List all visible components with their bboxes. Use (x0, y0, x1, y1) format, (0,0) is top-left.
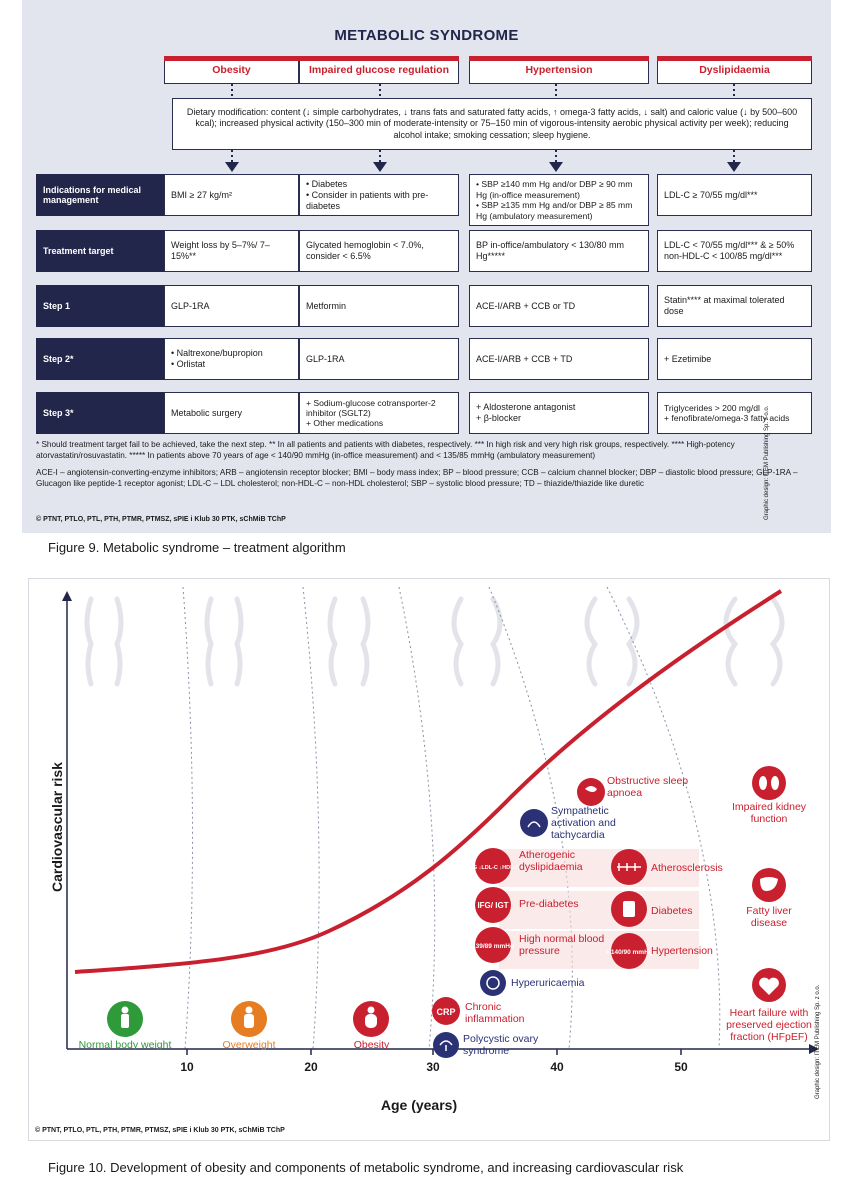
lipid-badge-text: ↑TG ↓LDL-C ↓HDL-C (466, 865, 520, 871)
figure-10-panel (28, 578, 830, 1141)
hyperuricaemia-label: Hyperuricaemia (511, 977, 585, 989)
figure-9-footnote: * Should treatment target fail to be achieved, take the next step. ** In all patients and patients with diabetes, respectively. *** In high risk and very high risk groups, respectively. **** High-potency atorvastatin/rosuvastatin. ***** In patients above 70 years of age < 140/90 mmHg (in-office measurement) and < 135/85 mmHg (ambulatory measurement) (36, 440, 735, 460)
flow-arrows (22, 84, 831, 174)
cell-step2-obesity: • Naltrexone/bupropion • Orlistat (164, 338, 299, 380)
column-header-obesity: Obesity (164, 56, 299, 84)
cell-step3-glucose: + Sodium-glucose cotransporter-2 inhibitor (SGLT2) + Other medications (299, 392, 459, 434)
cell-target-glucose: Glycated hemoglobin < 7.0%, consider < 6.5% (299, 230, 459, 272)
atherogenic-label: Atherogenic dyslipidaemia (519, 849, 583, 873)
risk-chart-graphics (29, 579, 829, 1140)
hyperuricaemia-icon (480, 970, 506, 996)
ifg-badge-text: IFG/ IGT (477, 901, 509, 910)
row-label-treatment-target: Treatment target (36, 230, 171, 272)
cell-step3-dyslipidaemia: Triglycerides > 200 mg/dl + fenofibrate/omega-3 fatty acids (657, 392, 812, 434)
pcos-label: Polycystic ovary syndrome (463, 1033, 539, 1057)
row-label-step-2: Step 2* (36, 338, 171, 380)
figure-10-copyright: © PTNT, PTLO, PTL, PTH, PTMR, PTMSZ, sPIE i Klub 30 PTK, sChMiB TChP (35, 1127, 285, 1134)
fatty-liver-label: Fatty liver disease (746, 905, 792, 929)
kidney-icon (752, 766, 786, 800)
figure-9-caption-text: Metabolic syndrome – treatment algorithm (102, 540, 346, 555)
tick-40: 40 (550, 1060, 564, 1074)
cell-indications-glucose: • Diabetes • Consider in patients with pre-diabetes (299, 174, 459, 216)
figure-10-credit: Graphic design: ITEM Publishing Sp. z o.o. (815, 984, 821, 1099)
cell-target-hypertension: BP in-office/ambulatory < 130/80 mm Hg***** (469, 230, 649, 272)
tick-30: 30 (426, 1060, 440, 1074)
figure-9-panel (22, 0, 831, 533)
column-header-hypertension: Hypertension (469, 56, 649, 84)
cell-target-dyslipidaemia: LDL-C < 70/55 mg/dl*** & ≥ 50% non-HDL-C < 100/85 mg/dl*** (657, 230, 812, 272)
y-axis-label: Cardiovascular risk (49, 762, 65, 892)
diabetes-label: Diabetes (651, 905, 693, 917)
cell-indications-dyslipidaemia: LDL-C ≥ 70/55 mg/dl*** (657, 174, 812, 216)
row-label-step-1: Step 1 (36, 285, 171, 327)
tick-10: 10 (180, 1060, 194, 1074)
diet-box: Dietary modification: content (↓ simple carbohydrates, ↓ trans fats and saturated fatty acids, ↑ omega-3 fatty acids, ↓ salt) and caloric value (↓ by 500–600 kcal); increased physical activity (150–300 min of moderate-intensity or 75–150 min of vigorous-intensity aerobic physical activity per week); reducing alcohol intake; smoking cessation; sleep hygiene. (172, 98, 812, 150)
high-normal-bp-label: High normal blood pressure (519, 933, 605, 957)
cell-target-obesity: Weight loss by 5–7%/ 7–15%** (164, 230, 299, 272)
cell-indications-obesity: BMI ≥ 27 kg/m² (164, 174, 299, 216)
chronic-inflammation-label: Chronic inflammation (465, 1001, 525, 1025)
sympathetic-icon (520, 809, 548, 837)
atherosclerosis-label: Atherosclerosis (651, 862, 723, 874)
column-header-glucose: Impaired glucose regulation (299, 56, 459, 84)
stage-overweight: Overweight (222, 1039, 276, 1051)
figure-9-abbreviations: ACE-I – angiotensin-converting-enzyme inhibitors; ARB – angiotensin receptor blocker; BMI – body mass index; BP – blood pressure; CCB – calcium channel blocker; DBP – diastolic blood pressure; GLP-1RA – Glucagon like peptide-1 receptor agonist; LDL-C – LDL cholesterol; non-HDL-C – non-HDL cholesterol; SBP – systolic blood pressure; TD – thiazide/thiazide like duretic (36, 468, 798, 488)
osa-label: Obstructive sleep apnoea (607, 775, 689, 799)
osa-icon (577, 778, 605, 806)
crp-badge-text: CRP (436, 1007, 456, 1017)
bp-badge-text: 139/89 mmHg (472, 943, 514, 950)
cell-step1-glucose: Metformin (299, 285, 459, 327)
cell-step1-obesity: GLP-1RA (164, 285, 299, 327)
figure-10-caption (48, 1160, 683, 1175)
row-label-indications: Indications for medical management (36, 174, 171, 216)
figure-9-credit: Graphic design: ITEM Publishing Sp. z o.o. (764, 405, 770, 520)
cell-step3-obesity: Metabolic surgery (164, 392, 299, 434)
row-label-step-3: Step 3* (36, 392, 171, 434)
column-header-dyslipidaemia: Dyslipidaemia (657, 56, 812, 84)
cell-step2-glucose: GLP-1RA (299, 338, 459, 380)
figure-9-caption-label: Figure 9. (48, 540, 100, 555)
figure-10-caption-text: Development of obesity and components of metabolic syndrome, and increasing cardiovascular risk (110, 1160, 684, 1175)
figure-10-caption-label: Figure 10. (48, 1160, 107, 1175)
hypertension-badge-text: > 140/90 mmHg (605, 949, 653, 956)
sympathetic-label: Sympathetic activation and tachycardia (551, 805, 616, 841)
cell-indications-hypertension: • SBP ≥140 mm Hg and/or DBP ≥ 90 mm Hg (in-office measurement) • SBP ≥135 mm Hg and/or DBP ≥ 85 mm Hg (ambulatory measurement) (469, 174, 649, 226)
cell-step2-hypertension: ACE-I/ARB + CCB + TD (469, 338, 649, 380)
figure-9-title: METABOLIC SYNDROME (334, 27, 519, 44)
body-silhouettes (87, 599, 782, 684)
tick-20: 20 (304, 1060, 318, 1074)
cell-step1-dyslipidaemia: Statin**** at maximal tolerated dose (657, 285, 812, 327)
tick-50: 50 (674, 1060, 688, 1074)
figure-9-caption (48, 540, 346, 555)
stage-obesity: Obesity (353, 1039, 390, 1051)
cell-step2-dyslipidaemia: + Ezetimibe (657, 338, 812, 380)
x-axis-label: Age (years) (380, 1097, 458, 1113)
cell-step3-hypertension: + Aldosterone antagonist + β-blocker (469, 392, 649, 434)
hypertension-label: Hypertension (651, 945, 713, 957)
stage-normal-body-weight: Normal body weight (78, 1039, 172, 1051)
prediabetes-label: Pre-diabetes (519, 898, 579, 910)
kidney-label: Impaired kidney function (731, 801, 807, 825)
hfpef-label: Heart failure with preserved ejection fraction (HFpEF) (726, 1007, 812, 1043)
figure-9-copyright: © PTNT, PTLO, PTL, PTH, PTMR, PTMSZ, sPIE i Klub 30 PTK, sChMiB TChP (36, 516, 286, 523)
cell-step1-hypertension: ACE-I/ARB + CCB or TD (469, 285, 649, 327)
